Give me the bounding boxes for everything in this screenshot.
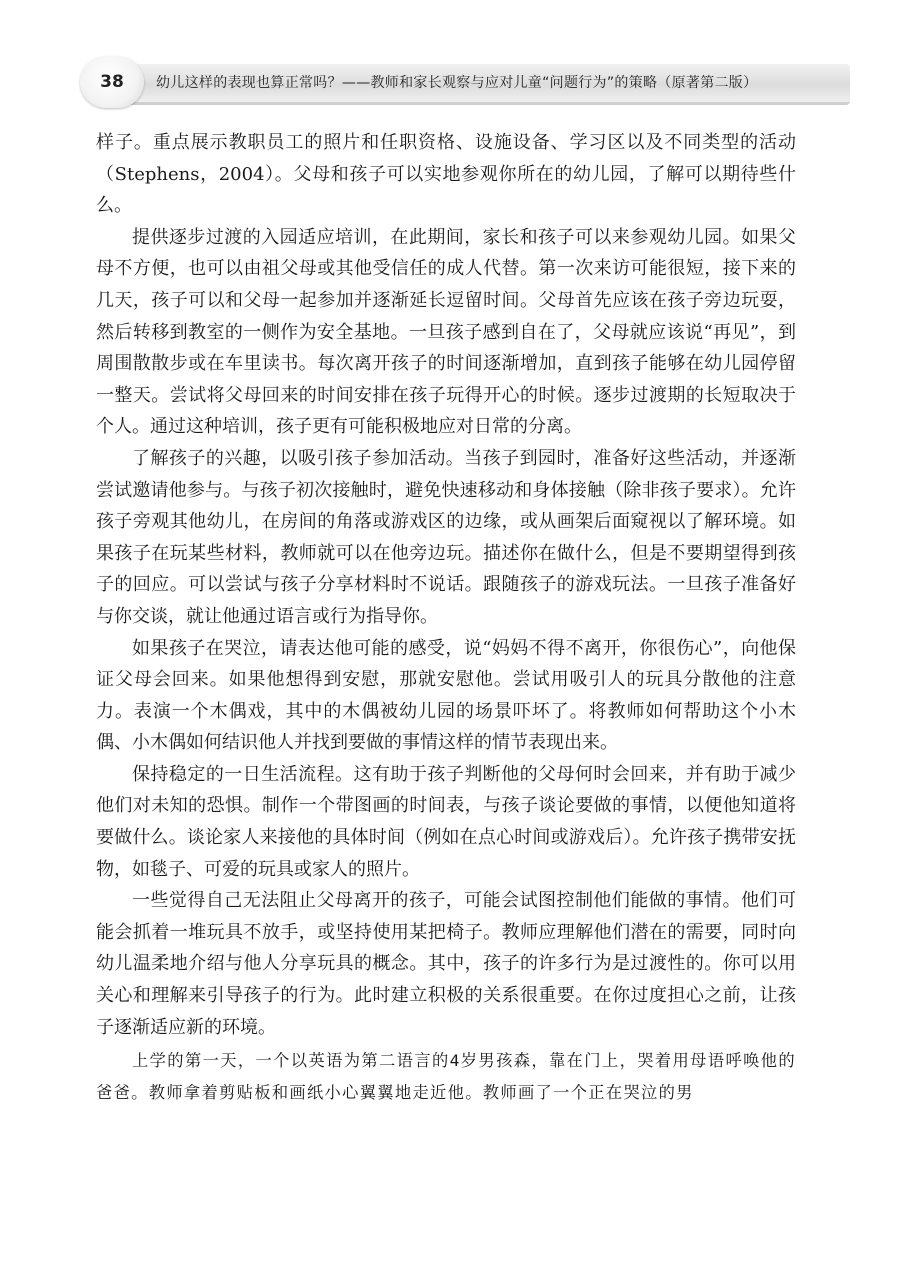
paragraph: 了解孩子的兴趣，以吸引孩子参加活动。当孩子到园时，准备好这些活动，并逐渐尝试邀请他参与。与孩子初次接触时，避免快速移动和身体接触（除非孩子要求）。允许孩子旁观其他幼儿，在房间的角落或游戏区的边缘，或从画架后面窥视以了解环境。如果孩子在玩某些材料，教师就可以在他旁边玩。描述你在做什么，但是不要期望得到孩子的回应。可以尝试与孩子分享材料时不说话。跟随孩子的游戏玩法。一旦孩子准备好与你交谈，就让他通过语言或行为指导你。 <box>96 447 796 627</box>
paragraph: 保持稳定的一日生活流程。这有助于孩子判断他的父母何时会回来，并有助于减少他们对未知的恐惧。制作一个带图画的时间表，与孩子谈论要做的事情，以便他知道将要做什么。谈论家人来接他的具体时间（例如在点心时间或游戏后）。允许孩子携带安抚物，如毯子、可爱的玩具或家人的照片。 <box>96 763 796 880</box>
page-number: 38 <box>80 56 144 108</box>
running-title: 幼儿这样的表现也算正常吗？——教师和家长观察与应对儿童“问题行为”的策略（原著第二版） <box>156 75 758 91</box>
paragraph: 一些觉得自己无法阻止父母离开的孩子，可能会试图控制他们能做的事情。他们可能会抓着一堆玩具不放手，或坚持使用某把椅子。教师应理解他们潜在的需要，同时向幼儿温柔地介绍与他人分享玩具的概念。其中，孩子的许多行为是过渡性的。你可以用关心和理解来引导孩子的行为。此时建立积极的关系很重要。在你过度担心之前，让孩子逐渐适应新的环境。 <box>96 890 796 1038</box>
paragraph: 提供逐步过渡的入园适应培训，在此期间，家长和孩子可以来参观幼儿园。如果父母不方便，也可以由祖父母或其他受信任的成人代替。第一次来访可能很短，接下来的几天，孩子可以和父母一起参加并逐渐延长逗留时间。父母首先应该在孩子旁边玩耍，然后转移到教室的一侧作为安全基地。一旦孩子感到自在了，父母就应该说“再见”，到周围散散步或在车里读书。每次离开孩子的时间逐渐增加，直到孩子能够在幼儿园停留一整天。尝试将父母回来的时间安排在孩子玩得开心的时候。逐步过渡期的长短取决于个人。通过这种培训，孩子更有可能积极地应对日常的分离。 <box>96 226 796 438</box>
case-example: 上学的第一天，一个以英语为第二语言的4岁男孩森，靠在门上，哭着用母语呼唤他的爸爸。教师拿着剪贴板和画纸小心翼翼地走近他。教师画了一个正在哭泣的男 <box>96 1051 796 1102</box>
running-header <box>80 54 850 112</box>
paragraph: 如果孩子在哭泣，请表达他可能的感受，说“妈妈不得不离开，你很伤心”，向他保证父母会回来。如果他想得到安慰，那就安慰他。尝试用吸引人的玩具分散他的注意力。表演一个木偶戏，其中的木偶被幼儿园的场景吓坏了。将教师如何帮助这个小木偶、小木偶如何结识他人并找到要做的事情这样的情节表现出来。 <box>96 637 796 754</box>
paragraph: 样子。重点展示教职员工的照片和任职资格、设施设备、学习区以及不同类型的活动（Stephens，2004）。父母和孩子可以实地参观你所在的幼儿园，了解可以期待些什么。 <box>96 132 796 217</box>
body-text <box>96 127 796 1108</box>
